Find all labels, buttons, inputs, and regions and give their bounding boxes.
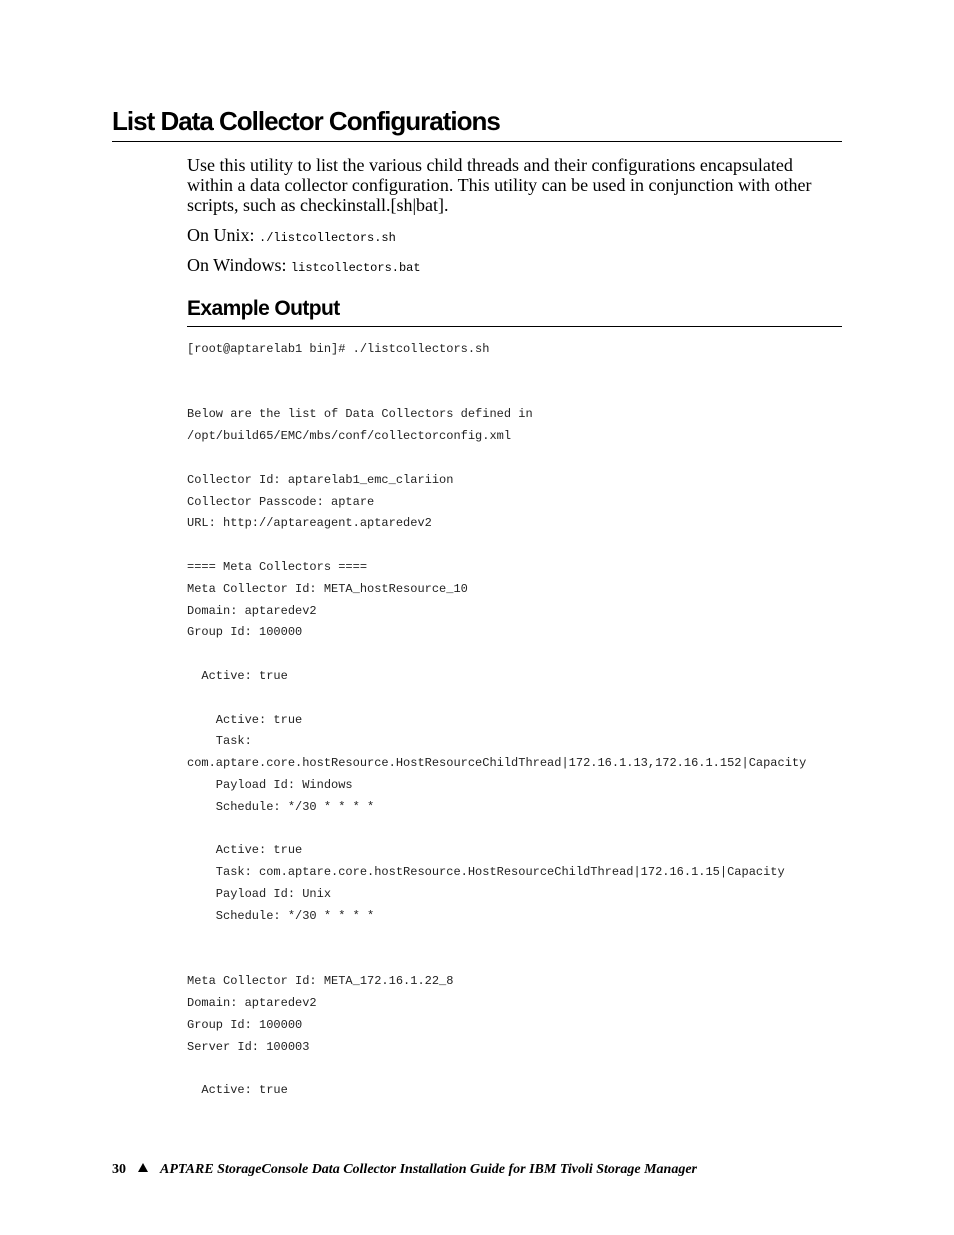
page-footer [112, 1161, 697, 1179]
code-line: Collector Id: aptarelab1_emc_clariion [187, 472, 454, 487]
subsection-heading: Example Output [187, 295, 842, 327]
code-line: Active: true [187, 668, 288, 683]
code-line: Domain: aptaredev2 [187, 603, 317, 618]
code-line: Active: true [187, 712, 303, 727]
code-line: Collector Passcode: aptare [187, 494, 375, 509]
code-line: Payload Id: Unix [187, 886, 332, 901]
section-heading: List Data Collector Configurations [112, 104, 842, 142]
windows-instruction [187, 255, 843, 278]
code-line: Payload Id: Windows [187, 777, 353, 792]
code-line: Below are the list of Data Collectors defined in [187, 407, 533, 422]
code-line: Schedule: */30 * * * * [187, 799, 375, 814]
code-line: URL: http://aptareagent.aptaredev2 [187, 516, 432, 531]
code-line: com.aptare.core.hostResource.HostResourceChildThread|172.16.1.13,172.16.1.152|Capacity [187, 756, 807, 771]
code-line: Schedule: */30 * * * * [187, 908, 375, 923]
code-line: [root@aptarelab1 bin]# ./listcollectors.sh [187, 342, 490, 356]
code-line: Task: [187, 734, 252, 749]
unix-command: ./listcollectors.sh [259, 231, 396, 245]
code-line: Domain: aptaredev2 [187, 995, 317, 1010]
code-line: /opt/build65/EMC/mbs/conf/collectorconfig.xml [187, 429, 512, 444]
example-output-code [187, 339, 847, 1102]
intro-paragraph: Use this utility to list the various child threads and their configurations encapsulated within a data collector configuration. This utility can be used in conjunction with other scripts, such as checkinstall.[sh|bat]. [187, 155, 812, 215]
code-line: Group Id: 100000 [187, 1017, 303, 1032]
code-line: Active: true [187, 843, 303, 858]
windows-command: listcollectors.bat [290, 261, 421, 275]
code-line: Meta Collector Id: META_hostResource_10 [187, 581, 468, 596]
triangle-icon [138, 1163, 148, 1172]
unix-instruction [187, 225, 843, 248]
windows-label: On Windows: [187, 255, 287, 275]
unix-label: On Unix: [187, 225, 255, 245]
code-line: Group Id: 100000 [187, 625, 303, 640]
code-line: Server Id: 100003 [187, 1039, 310, 1054]
code-line: Meta Collector Id: META_172.16.1.22_8 [187, 974, 454, 989]
code-line: Active: true [187, 1083, 288, 1098]
footer-title: APTARE StorageConsole Data Collector Installation Guide for IBM Tivoli Storage Manager [160, 1162, 697, 1177]
code-line: Task: com.aptare.core.hostResource.HostResourceChildThread|172.16.1.15|Capacity [187, 865, 785, 880]
code-line: ==== Meta Collectors ==== [187, 559, 368, 574]
page-number: 30 [112, 1162, 126, 1177]
